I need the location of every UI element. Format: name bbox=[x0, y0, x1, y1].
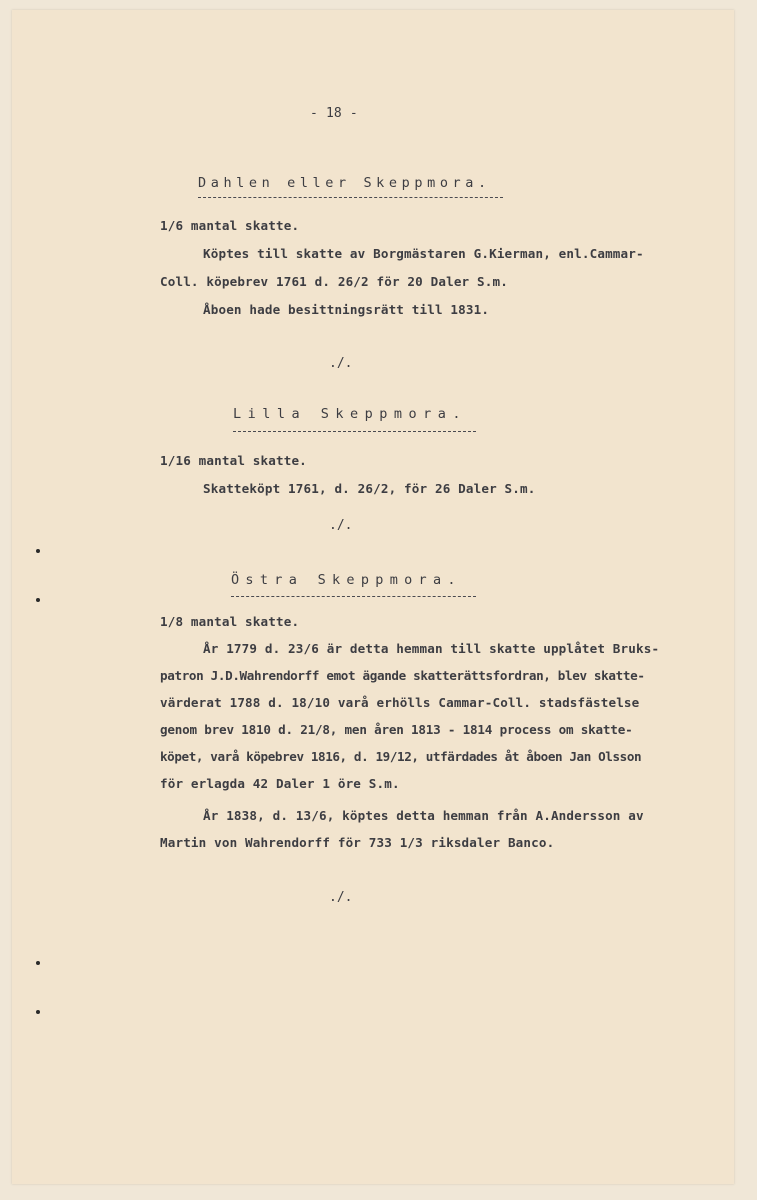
text-line: Martin von Wahrendorff för 733 1/3 riksdaler Banco. bbox=[160, 835, 555, 850]
page-number: - 18 - bbox=[310, 106, 358, 121]
text-line: År 1779 d. 23/6 är detta hemman till skatte upplåtet Bruks- bbox=[203, 641, 660, 656]
text-line: 1/6 mantal skatte. bbox=[160, 218, 300, 233]
text-line: År 1838, d. 13/6, köptes detta hemman från A.Andersson av bbox=[203, 808, 644, 823]
text-line: 1/16 mantal skatte. bbox=[160, 453, 307, 468]
text-line: värderat 1788 d. 18/10 varå erhölls Cammar-Coll. stadsfästelse bbox=[160, 695, 640, 710]
text-line: Coll. köpebrev 1761 d. 26/2 för 20 Daler S.m. bbox=[160, 274, 508, 289]
punch-hole-mark bbox=[36, 961, 40, 965]
text-line: för erlagda 42 Daler 1 öre S.m. bbox=[160, 776, 400, 791]
heading-underline bbox=[233, 431, 476, 432]
punch-hole-mark bbox=[36, 598, 40, 602]
section-heading: Lilla Skeppmora. bbox=[233, 406, 468, 422]
text-line: genom brev 1810 d. 21/8, men åren 1813 - 1814 process om skatte- bbox=[160, 722, 633, 737]
section-separator: ./. bbox=[329, 356, 353, 371]
text-line: köpet, varå köpebrev 1816, d. 19/12, utfärdades åt åboen Jan Olsson bbox=[160, 749, 642, 764]
text-line: Skatteköpt 1761, d. 26/2, för 26 Daler S.m. bbox=[203, 481, 536, 496]
text-line: Åboen hade besittningsrätt till 1831. bbox=[203, 302, 490, 317]
punch-hole-mark bbox=[36, 549, 40, 553]
text-line: 1/8 mantal skatte. bbox=[160, 614, 300, 629]
section-heading: Östra Skeppmora. bbox=[231, 572, 462, 588]
text-line: patron J.D.Wahrendorff emot ägande skatterättsfordran, blev skatte- bbox=[160, 668, 645, 683]
punch-hole-mark bbox=[36, 1010, 40, 1014]
section-separator: ./. bbox=[329, 518, 353, 533]
section-separator: ./. bbox=[329, 890, 353, 905]
heading-underline bbox=[198, 197, 503, 198]
section-heading: Dahlen eller Skeppmora. bbox=[198, 175, 491, 191]
text-line: Köptes till skatte av Borgmästaren G.Kierman, enl.Cammar- bbox=[203, 246, 644, 261]
heading-underline bbox=[231, 596, 476, 597]
